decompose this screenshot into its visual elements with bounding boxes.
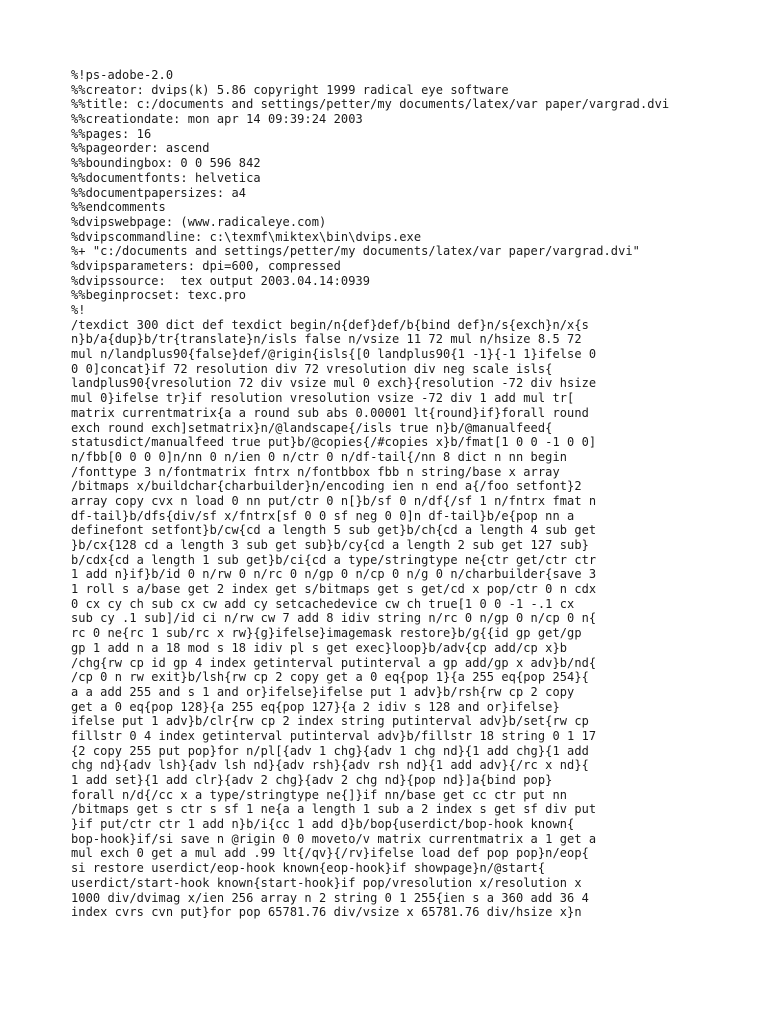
text-line: bop-hook}if/si save n @rigin 0 0 moveto/v matrix currentmatrix a 1 get a	[71, 831, 597, 846]
text-line: %dvipsparameters: dpi=600, compressed	[71, 258, 341, 273]
text-line: n/fbb[0 0 0 0]n/nn 0 n/ien 0 n/ctr 0 n/df-tail{/nn 8 dict n nn begin	[71, 449, 568, 464]
text-line: %%endcomments	[71, 200, 166, 215]
text-line: 1 add set}{1 add clr}{adv 2 chg}{adv 2 chg nd}{pop nd}]a{bind pop}	[71, 773, 553, 787]
text-line: %!	[71, 303, 86, 317]
text-line: %%pageorder: ascend	[71, 141, 210, 156]
text-line: %%pages: 16	[71, 126, 152, 141]
text-line: ifelse put 1 adv}b/clr{rw cp 2 index string putinterval adv}b/set{rw cp	[71, 714, 589, 729]
text-line: index cvrs cvn put}for pop 65781.76 div/vsize x 65781.76 div/hsize x}n	[71, 905, 582, 920]
text-line: fillstr 0 4 index getinterval putinterval adv}b/fillstr 18 string 0 1 17	[71, 728, 597, 743]
text-line: mul 0}ifelse tr}if resolution vresolution vsize -72 div 1 add mul tr[	[71, 391, 575, 406]
text-line: landplus90{vresolution 72 div vsize mul 0 exch}{resolution -72 div hsize	[71, 376, 597, 391]
text-line: n}b/a{dup}b/tr{translate}n/isls false n/vsize 11 72 mul n/hsize 8.5 72	[71, 332, 582, 347]
text-line: /cp 0 n rw exit}b/lsh{rw cp 2 copy get a 0 eq{pop 1}{a 255 eq{pop 254}{	[71, 670, 589, 685]
text-line: %%boundingbox: 0 0 596 842	[71, 156, 261, 171]
text-line: /fonttype 3 n/fontmatrix fntrx n/fontbbox fbb n string/base x array	[71, 464, 560, 479]
text-line: %dvipswebpage: (www.radicaleye.com)	[71, 214, 327, 229]
text-line: df-tail}b/dfs{div/sf x/fntrx[sf 0 0 sf neg 0 0]n df-tail}b/e{pop nn a	[71, 508, 575, 523]
text-line: %%creator: dvips(k) 5.86 copyright 1999 radical eye software	[71, 82, 509, 97]
text-line: %%beginprocset: texc.pro	[71, 288, 247, 303]
text-line: mul exch 0 get a mul add .99 lt{/qv}{/rv}ifelse load def pop pop}n/eop{	[71, 846, 589, 861]
text-line: /bitmaps get s ctr s sf 1 ne{a a length 1 sub a 2 index s get sf div put	[71, 802, 597, 817]
text-line: /chg{rw cp id gp 4 index getinterval putinterval a gp add/gp x adv}b/nd{	[71, 655, 597, 670]
text-line: 0 0]concat}if 72 resolution div 72 vresolution div neg scale isls{	[71, 361, 553, 376]
text-line: 1 add n}if}b/id 0 n/rw 0 n/rc 0 n/gp 0 n/cp 0 n/g 0 n/charbuilder{save 3	[71, 567, 597, 582]
text-line: gp 1 add n a 18 mod s 18 idiv pl s get exec}loop}b/adv{cp add/cp x}b	[71, 640, 568, 655]
text-line: %!ps-adobe-2.0	[71, 68, 174, 82]
text-line: b/cdx{cd a length 1 sub get}b/ci{cd a type/stringtype ne{ctr get/ctr ctr	[71, 552, 597, 567]
text-line: %%title: c:/documents and settings/petter/my documents/latex/var paper/vargrad.dvi	[71, 97, 670, 112]
postscript-document-text	[71, 68, 761, 920]
text-line: definefont setfont}b/cw{cd a length 5 sub get}b/ch{cd a length 4 sub get	[71, 523, 597, 538]
text-line: userdict/start-hook known{start-hook}if pop/vresolution x/resolution x	[71, 875, 582, 890]
text-line: 0 cx cy ch sub cx cw add cy setcachedevice cw ch true[1 0 0 -1 -.1 cx	[71, 596, 575, 611]
text-line: array copy cvx n load 0 nn put/ctr 0 n[}b/sf 0 n/df{/sf 1 n/fntrx fmat n	[71, 493, 597, 508]
text-line: get a 0 eq{pop 128}{a 255 eq{pop 127}{a 2 idiv s 128 and or}ifelse}	[71, 699, 560, 714]
text-line: /bitmaps x/buildchar{charbuilder}n/encoding ien n end a{/foo setfont}2	[71, 479, 582, 494]
text-line: sub cy .1 sub]/id ci n/rw cw 7 add 8 idiv string n/rc 0 n/gp 0 n/cp 0 n{	[71, 611, 597, 626]
text-line: forall n/d{/cc x a type/stringtype ne{]}if nn/base get cc ctr put nn	[71, 787, 568, 802]
text-line: matrix currentmatrix{a a round sub abs 0.00001 lt{round}if}forall round	[71, 405, 589, 420]
text-line: statusdict/manualfeed true put}b/@copies{/#copies x}b/fmat[1 0 0 -1 0 0]	[71, 435, 597, 450]
text-line: chg nd}{adv lsh}{adv lsh nd}{adv rsh}{adv rsh nd}{1 add adv}{/rc x nd}{	[71, 758, 589, 773]
text-line: rc 0 ne{rc 1 sub/rc x rw}{g}ifelse}imagemask restore}b/g{{id gp get/gp	[71, 626, 582, 641]
text-line: 1 roll s a/base get 2 index get s/bitmaps get s get/cd x pop/ctr 0 n cdx	[71, 582, 597, 597]
text-line: }b/cx{128 cd a length 3 sub get sub}b/cy{cd a length 2 sub get 127 sub}	[71, 538, 589, 552]
text-line: /texdict 300 dict def texdict begin/n{def}def/b{bind def}n/s{exch}n/x{s	[71, 317, 589, 332]
text-line: si restore userdict/eop-hook known{eop-hook}if showpage}n/@start{	[71, 861, 546, 876]
text-line: %dvipssource: tex output 2003.04.14:0939	[71, 273, 371, 288]
text-line: 1000 div/dvimag x/ien 256 array n 2 string 0 1 255{ien s a 360 add 36 4	[71, 890, 589, 905]
text-line: a a add 255 and s 1 and or}ifelse}ifelse put 1 adv}b/rsh{rw cp 2 copy	[71, 684, 575, 699]
text-line: %%documentfonts: helvetica	[71, 170, 261, 185]
text-line: %+ "c:/documents and settings/petter/my documents/latex/var paper/vargrad.dvi"	[71, 244, 640, 259]
text-line: mul n/landplus90{false}def/@rigin{isls{[0 landplus90{1 -1}{-1 1}ifelse 0	[71, 347, 597, 362]
text-line: exch round exch]setmatrix}n/@landscape{/isls true n}b/@manualfeed{	[71, 420, 553, 435]
text-line: {2 copy 255 put pop}for n/pl[{adv 1 chg}{adv 1 chg nd}{1 add chg}{1 add	[71, 743, 589, 758]
text-line: %dvipscommandline: c:\texmf\miktex\bin\dvips.exe	[71, 229, 422, 244]
text-line: %%documentpapersizes: a4	[71, 185, 247, 200]
text-line: }if put/ctr ctr 1 add n}b/i{cc 1 add d}b/bop{userdict/bop-hook known{	[71, 817, 575, 832]
text-line: %%creationdate: mon apr 14 09:39:24 2003	[71, 112, 363, 127]
